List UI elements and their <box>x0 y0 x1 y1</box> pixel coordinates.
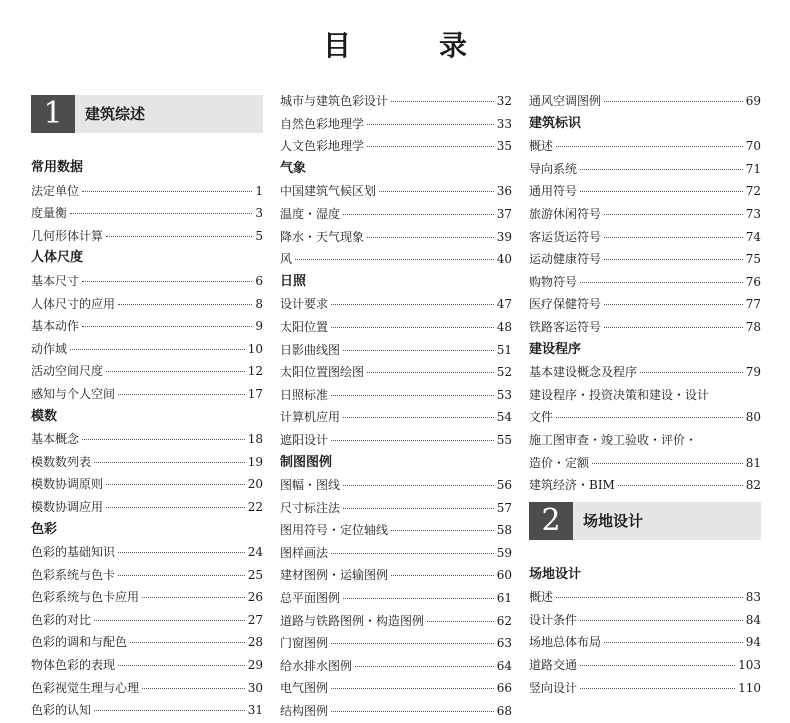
entry-page-number: 71 <box>745 161 761 176</box>
entry-page-number: 37 <box>496 206 512 221</box>
entry-title: 尺寸标注法 <box>280 500 341 515</box>
chapter-header <box>31 95 263 133</box>
toc-entry[interactable] <box>31 473 263 496</box>
entry-title: 场地总体布局 <box>529 635 602 650</box>
entry-title: 图样画法 <box>280 545 329 560</box>
dot-leader <box>640 372 743 373</box>
dot-leader <box>556 146 743 147</box>
toc-entry[interactable] <box>280 429 512 452</box>
dot-leader <box>82 439 245 440</box>
chapter-number: 1 <box>31 95 75 133</box>
dot-leader <box>82 191 252 192</box>
dot-leader <box>331 553 494 554</box>
entry-page-number: 82 <box>745 478 761 493</box>
entry-title: 风 <box>280 252 293 267</box>
entry-page-number: 12 <box>247 364 263 379</box>
entry-page-number: 59 <box>496 545 512 560</box>
toc-entry[interactable] <box>31 180 263 203</box>
dot-leader <box>331 395 494 396</box>
toc-entry[interactable] <box>529 293 761 316</box>
toc-entry[interactable] <box>529 631 761 654</box>
page-title: 目 录 <box>322 29 497 62</box>
toc-entry[interactable] <box>280 316 512 339</box>
entry-page-number: 25 <box>247 567 263 582</box>
dot-leader <box>295 259 494 260</box>
entry-page-number: 62 <box>496 613 512 628</box>
dot-leader <box>355 666 494 667</box>
entry-page-number: 80 <box>745 410 761 425</box>
toc-entry[interactable] <box>31 654 263 677</box>
entry-page-number: 36 <box>496 184 512 199</box>
toc-entry[interactable] <box>31 586 263 609</box>
dot-leader <box>604 101 743 102</box>
entry-page-number: 35 <box>496 139 512 154</box>
toc-entry[interactable] <box>529 361 761 384</box>
entry-page-number: 31 <box>247 703 263 718</box>
dot-leader <box>343 214 494 215</box>
entry-title: 色彩系统与色卡应用 <box>31 590 140 605</box>
dot-leader <box>427 621 494 622</box>
toc-entry[interactable] <box>280 135 512 158</box>
dot-leader <box>106 371 245 372</box>
toc-entry[interactable] <box>31 631 263 654</box>
dot-leader <box>367 146 494 147</box>
dot-leader <box>118 575 245 576</box>
toc-entry[interactable] <box>280 293 512 316</box>
toc-entry[interactable] <box>280 113 512 136</box>
toc-entry[interactable] <box>280 519 512 542</box>
entry-page-number: 75 <box>745 252 761 267</box>
entry-title: 给水排水图例 <box>280 658 353 673</box>
dot-leader <box>343 350 494 351</box>
toc-entry[interactable] <box>280 384 512 407</box>
toc-entry[interactable] <box>529 677 761 700</box>
entry-title: 色彩系统与色卡 <box>31 567 116 582</box>
entry-title: 电气图例 <box>280 681 329 696</box>
toc-entry[interactable] <box>529 158 761 181</box>
entry-title: 人文色彩地理学 <box>280 139 365 154</box>
entry-title: 购物符号 <box>529 274 578 289</box>
entry-page-number: 33 <box>496 116 512 131</box>
entry-page-number: 19 <box>247 454 263 469</box>
entry-page-number: 63 <box>496 636 512 651</box>
toc-entry[interactable] <box>280 610 512 633</box>
entry-title: 物体色彩的表现 <box>31 658 116 673</box>
entry-page-number: 77 <box>745 297 761 312</box>
entry-page-number: 78 <box>745 319 761 334</box>
toc-entry[interactable] <box>31 202 263 225</box>
toc-entry[interactable] <box>31 677 263 700</box>
entry-page-number: 24 <box>247 545 263 560</box>
dot-leader <box>604 259 743 260</box>
toc-entry[interactable] <box>280 655 512 678</box>
dot-leader <box>556 597 743 598</box>
entry-page-number: 51 <box>496 342 512 357</box>
entry-title: 太阳位置 <box>280 319 329 334</box>
toc-entry[interactable] <box>529 474 761 497</box>
toc-entry[interactable] <box>280 677 512 700</box>
entry-page-number: 8 <box>255 296 263 311</box>
dot-leader <box>142 597 245 598</box>
dot-leader <box>331 643 494 644</box>
entry-page-number: 18 <box>247 432 263 447</box>
entry-title: 总平面图例 <box>280 591 341 606</box>
entry-title: 基本尺寸 <box>31 273 80 288</box>
toc-entry[interactable] <box>280 361 512 384</box>
dot-leader <box>580 169 743 170</box>
entry-title: 色彩的基础知识 <box>31 545 116 560</box>
entry-page-number: 56 <box>496 478 512 493</box>
entry-title: 运动健康符号 <box>529 252 602 267</box>
entry-title: 基本概念 <box>31 432 80 447</box>
entry-page-number: 9 <box>255 319 263 334</box>
entry-page-number: 27 <box>247 612 263 627</box>
chapter-title: 建筑综述 <box>85 105 146 123</box>
dot-leader <box>343 598 494 599</box>
toc-entry[interactable] <box>31 496 263 519</box>
dot-leader <box>343 485 494 486</box>
dot-leader <box>106 484 245 485</box>
dot-leader <box>343 417 494 418</box>
entry-title: 医疗保健符号 <box>529 297 602 312</box>
section-heading: 建设程序 <box>529 341 582 357</box>
entry-title: 导向系统 <box>529 161 578 176</box>
entry-title: 感知与个人空间 <box>31 386 116 401</box>
toc-entry[interactable] <box>280 203 512 226</box>
dot-leader <box>580 282 743 283</box>
toc-entry[interactable] <box>529 135 761 158</box>
toc-entry[interactable] <box>280 226 512 249</box>
entry-title: 几何形体计算 <box>31 228 104 243</box>
entry-title: 太阳位置图绘图 <box>280 365 365 380</box>
dot-leader <box>391 575 494 576</box>
toc-entry[interactable] <box>31 315 263 338</box>
dot-leader <box>130 642 245 643</box>
entry-page-number: 17 <box>247 386 263 401</box>
entry-page-number: 74 <box>745 229 761 244</box>
dot-leader <box>618 485 743 486</box>
section-heading: 气象 <box>280 160 307 176</box>
dot-leader <box>106 507 245 508</box>
entry-title: 色彩视觉生理与心理 <box>31 680 140 695</box>
entry-title: 道路交通 <box>529 658 578 673</box>
entry-page-number: 72 <box>745 184 761 199</box>
dot-leader <box>118 304 252 305</box>
entry-title: 色彩的认知 <box>31 703 92 718</box>
toc-entry[interactable] <box>529 180 761 203</box>
entry-title: 活动空间尺度 <box>31 364 104 379</box>
entry-page-number: 5 <box>255 228 263 243</box>
toc-entry[interactable] <box>31 338 263 361</box>
dot-leader <box>106 236 252 237</box>
toc-entry[interactable] <box>280 587 512 610</box>
entry-title: 动作域 <box>31 341 68 356</box>
entry-title: 模数协调原则 <box>31 477 104 492</box>
dot-leader <box>604 304 743 305</box>
chapter-title: 场地设计 <box>583 511 644 530</box>
toc-entry[interactable] <box>529 586 761 609</box>
dot-leader <box>70 349 245 350</box>
entry-title: 法定单位 <box>31 183 80 198</box>
dot-leader <box>331 440 494 441</box>
toc-entry[interactable] <box>280 542 512 565</box>
toc-entry[interactable] <box>31 541 263 564</box>
dot-leader <box>367 124 494 125</box>
entry-page-number: 110 <box>738 680 761 695</box>
entry-title: 基本动作 <box>31 319 80 334</box>
dot-leader <box>118 552 245 553</box>
section-heading: 制图图例 <box>280 454 333 470</box>
entry-title: 建材图例・运输图例 <box>280 568 389 583</box>
dot-leader <box>580 665 735 666</box>
dot-leader <box>142 688 245 689</box>
section-heading: 日照 <box>280 273 307 289</box>
entry-page-number: 68 <box>496 704 512 719</box>
toc-entry[interactable] <box>529 609 761 632</box>
toc-entry[interactable] <box>280 497 512 520</box>
entry-title: 图用符号・定位轴线 <box>280 523 389 538</box>
entry-title: 道路与铁路图例・构造图例 <box>280 613 425 628</box>
toc-entry[interactable] <box>31 360 263 383</box>
entry-title: 城市与建筑色彩设计 <box>280 94 389 108</box>
entry-title: 建筑经济・BIM <box>529 478 615 493</box>
entry-page-number: 61 <box>496 591 512 606</box>
toc-entry[interactable] <box>529 226 761 249</box>
dot-leader <box>94 620 245 621</box>
entry-title: 文件 <box>529 410 554 425</box>
entry-title: 施工图审查・竣工验收・评价・ <box>529 432 698 447</box>
entry-title: 模数数列表 <box>31 454 92 469</box>
dot-leader <box>82 326 252 327</box>
entry-page-number: 73 <box>745 206 761 221</box>
entry-title: 结构图例 <box>280 704 329 719</box>
entry-page-number: 103 <box>738 658 761 673</box>
entry-page-number: 81 <box>745 455 761 470</box>
toc-entry[interactable] <box>529 271 761 294</box>
entry-page-number: 10 <box>247 341 263 356</box>
toc-entry[interactable] <box>529 248 761 271</box>
toc-entry[interactable] <box>280 700 512 723</box>
toc-entry[interactable] <box>529 452 761 475</box>
dot-leader <box>118 394 245 395</box>
toc-entry[interactable] <box>529 406 761 429</box>
toc-column-1 <box>31 90 263 722</box>
entry-page-number: 40 <box>496 252 512 267</box>
entry-title: 通用符号 <box>529 184 578 199</box>
entry-title: 度量衡 <box>31 206 68 221</box>
toc-entry-line <box>529 429 761 452</box>
toc-entry[interactable] <box>529 203 761 226</box>
toc-entry[interactable] <box>280 180 512 203</box>
toc-entry[interactable] <box>31 270 263 293</box>
toc-entry-line <box>529 384 761 407</box>
dot-leader <box>367 372 494 373</box>
dot-leader <box>331 711 494 712</box>
entry-page-number: 60 <box>496 568 512 583</box>
entry-title: 旅游休闲符号 <box>529 206 602 221</box>
entry-page-number: 58 <box>496 523 512 538</box>
toc-entry[interactable] <box>31 451 263 474</box>
dot-leader <box>580 191 743 192</box>
dot-leader <box>391 530 494 531</box>
entry-title: 设计条件 <box>529 612 578 627</box>
entry-page-number: 22 <box>247 499 263 514</box>
toc-entry[interactable] <box>280 564 512 587</box>
entry-page-number: 53 <box>496 387 512 402</box>
section-heading: 常用数据 <box>31 160 84 175</box>
section-heading: 模数 <box>31 408 58 424</box>
entry-page-number: 55 <box>496 432 512 447</box>
entry-title: 计算机应用 <box>280 410 341 425</box>
dot-leader <box>331 327 494 328</box>
toc-entry[interactable] <box>31 564 263 587</box>
entry-page-number: 76 <box>745 274 761 289</box>
entry-page-number: 94 <box>745 635 761 650</box>
entry-title: 温度・湿度 <box>280 206 341 221</box>
entry-page-number: 28 <box>247 635 263 650</box>
entry-title: 铁路客运符号 <box>529 319 602 334</box>
toc-entry[interactable] <box>280 406 512 429</box>
entry-page-number: 52 <box>496 365 512 380</box>
dot-leader <box>367 237 494 238</box>
dot-leader <box>580 688 735 689</box>
entry-title: 降水・天气现象 <box>280 229 365 244</box>
dot-leader <box>556 417 743 418</box>
entry-page-number: 79 <box>745 365 761 380</box>
toc-column-3 <box>529 90 761 699</box>
toc-entry[interactable] <box>280 248 512 271</box>
dot-leader <box>604 327 743 328</box>
dot-leader <box>379 191 494 192</box>
entry-title: 自然色彩地理学 <box>280 116 365 131</box>
entry-page-number: 32 <box>496 94 512 108</box>
dot-leader <box>70 213 252 214</box>
entry-page-number: 83 <box>745 590 761 605</box>
chapter-header <box>529 502 761 540</box>
dot-leader <box>94 462 245 463</box>
entry-title: 色彩的对比 <box>31 612 92 627</box>
dot-leader <box>82 281 252 282</box>
dot-leader <box>343 508 494 509</box>
dot-leader <box>580 620 743 621</box>
entry-title: 概述 <box>529 590 554 605</box>
entry-page-number: 26 <box>247 590 263 605</box>
dot-leader <box>331 304 494 305</box>
toc-entry[interactable] <box>529 654 761 677</box>
entry-title: 通风空调图例 <box>529 94 602 108</box>
entry-page-number: 54 <box>496 410 512 425</box>
entry-page-number: 20 <box>247 477 263 492</box>
toc-entry[interactable] <box>31 225 263 248</box>
toc-entry[interactable] <box>280 632 512 655</box>
dot-leader <box>331 688 494 689</box>
entry-page-number: 3 <box>255 206 263 221</box>
entry-page-number: 39 <box>496 229 512 244</box>
entry-title: 概述 <box>529 139 554 154</box>
entry-page-number: 84 <box>745 612 761 627</box>
entry-title: 中国建筑气候区划 <box>280 184 377 199</box>
section-heading: 建筑标识 <box>529 115 582 131</box>
entry-title: 造价・定额 <box>529 455 590 470</box>
entry-title: 基本建设概念及程序 <box>529 365 638 380</box>
entry-page-number: 47 <box>496 297 512 312</box>
chapter-number: 2 <box>529 502 573 540</box>
dot-leader <box>118 665 245 666</box>
toc-entry[interactable] <box>280 339 512 362</box>
entry-title: 设计要求 <box>280 297 329 312</box>
toc-entry[interactable] <box>31 428 263 451</box>
entry-page-number: 57 <box>496 500 512 515</box>
entry-title: 建设程序・投资决策和建设・设计 <box>529 387 710 402</box>
entry-title: 门窗图例 <box>280 636 329 651</box>
toc-entry[interactable] <box>280 474 512 497</box>
dot-leader <box>94 710 245 711</box>
entry-title: 图幅・图线 <box>280 478 341 493</box>
entry-page-number: 66 <box>496 681 512 696</box>
entry-title: 日照标准 <box>280 387 329 402</box>
section-heading: 场地设计 <box>529 566 582 582</box>
entry-title: 色彩的调和与配色 <box>31 635 128 650</box>
entry-page-number: 48 <box>496 319 512 334</box>
section-heading: 人体尺度 <box>31 250 84 266</box>
entry-page-number: 29 <box>247 658 263 673</box>
entry-title: 模数协调应用 <box>31 499 104 514</box>
dot-leader <box>604 642 743 643</box>
dot-leader <box>592 463 743 464</box>
entry-title: 人体尺寸的应用 <box>31 296 116 311</box>
entry-title: 客运货运符号 <box>529 229 602 244</box>
dot-leader <box>604 214 743 215</box>
entry-title: 遮阳设计 <box>280 432 329 447</box>
entry-title: 竖向设计 <box>529 680 578 695</box>
entry-page-number: 30 <box>247 680 263 695</box>
toc-entry[interactable] <box>31 383 263 406</box>
toc-entry[interactable] <box>31 609 263 632</box>
toc-column-2 <box>280 90 512 723</box>
toc-entry[interactable] <box>31 699 263 722</box>
toc-entry[interactable] <box>280 90 512 113</box>
entry-page-number: 1 <box>255 183 263 198</box>
dot-leader <box>391 101 494 102</box>
toc-entry[interactable] <box>529 90 761 113</box>
section-heading: 色彩 <box>31 521 58 537</box>
entry-page-number: 6 <box>255 273 263 288</box>
entry-title: 日影曲线图 <box>280 342 341 357</box>
entry-page-number: 70 <box>745 139 761 154</box>
dot-leader <box>604 237 743 238</box>
entry-page-number: 64 <box>496 658 512 673</box>
toc-entry[interactable] <box>31 293 263 316</box>
toc-entry[interactable] <box>529 316 761 339</box>
entry-page-number: 69 <box>745 94 761 108</box>
